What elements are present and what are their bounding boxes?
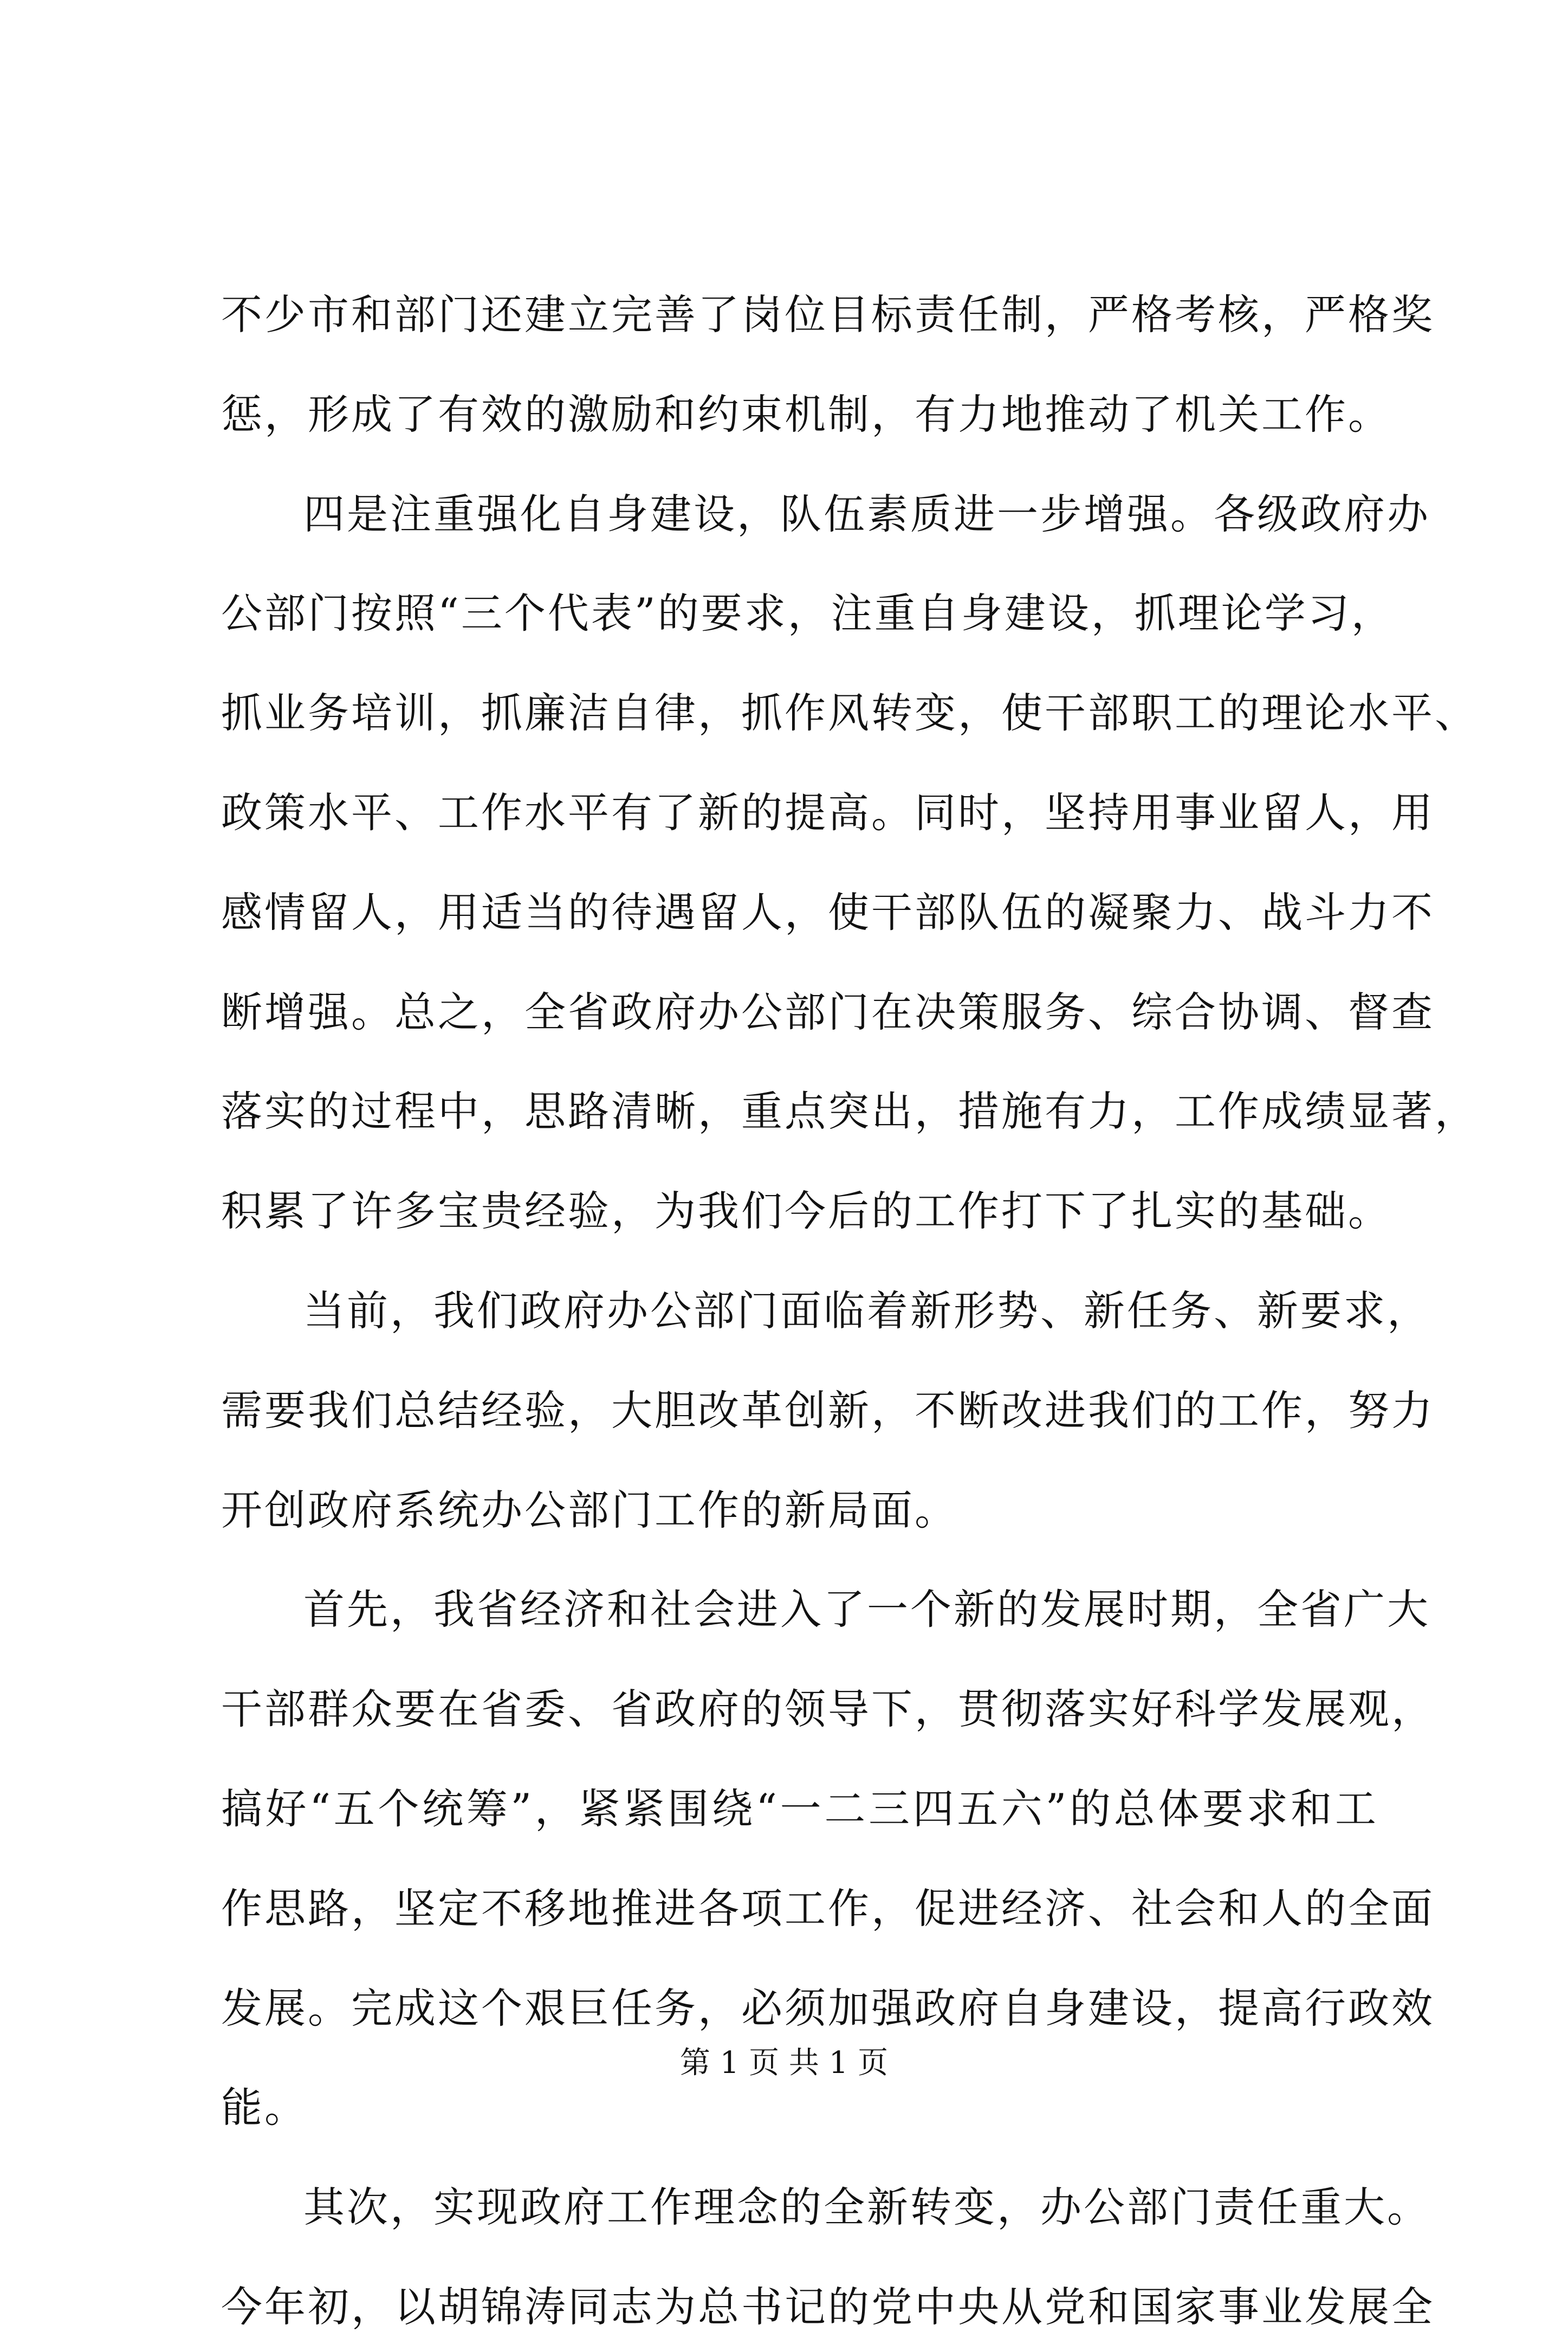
text-line: 发展。完成这个艰巨任务，必须加强政府自身建设，提高行政效 [221,1984,1435,2032]
text-line: 惩，形成了有效的激励和约束机制，有力地推动了机关工作。 [221,390,1391,438]
text-line: 作思路，坚定不移地推进各项工作，促进经济、社会和人的全面 [221,1884,1435,1933]
text-line: 首先，我省经济和社会进入了一个新的发展时期，全省广大 [303,1585,1430,1633]
text-line: 需要我们总结经验，大胆改革创新，不断改进我们的工作，努力 [221,1386,1435,1435]
text-line: 搞好“五个统筹”，紧紧围绕“一二三四五六”的总体要求和工 [221,1785,1378,1833]
text-line: 当前，我们政府办公部门面临着新形势、新任务、新要求， [303,1287,1430,1335]
text-line: 其次，实现政府工作理念的全新转变，办公部门责任重大。 [303,2183,1430,2231]
text-line: 能。 [221,2083,308,2132]
text-line: 不少市和部门还建立完善了岗位目标责任制，严格考核，严格奖 [221,290,1435,339]
text-line: 落实的过程中，思路清晰，重点突出，措施有力，工作成绩显著， [221,1087,1478,1135]
text-line: 公部门按照“三个代表”的要求，注重自身建设，抓理论学习， [221,589,1395,637]
text-line: 四是注重强化自身建设，队伍素质进一步增强。各级政府办 [303,490,1430,538]
page-number-footer: 第 1 页 共 1 页 [679,2045,889,2081]
text-line: 开创政府系统办公部门工作的新局面。 [221,1486,958,1534]
text-line: 政策水平、工作水平有了新的提高。同时，坚持用事业留人，用 [221,789,1435,837]
text-line: 干部群众要在省委、省政府的领导下，贯彻落实好科学发展观， [221,1685,1435,1733]
text-line: 积累了许多宝贵经验，为我们今后的工作打下了扎实的基础。 [221,1187,1391,1235]
text-line: 断增强。总之，全省政府办公部门在决策服务、综合协调、督查 [221,988,1435,1036]
text-line: 感情留人，用适当的待遇留人，使干部队伍的凝聚力、战斗力不 [221,888,1435,937]
text-line: 今年初，以胡锦涛同志为总书记的党中央从党和国家事业发展全 [221,2283,1435,2331]
text-line: 抓业务培训，抓廉洁自律，抓作风转变，使干部职工的理论水平、 [221,689,1478,737]
